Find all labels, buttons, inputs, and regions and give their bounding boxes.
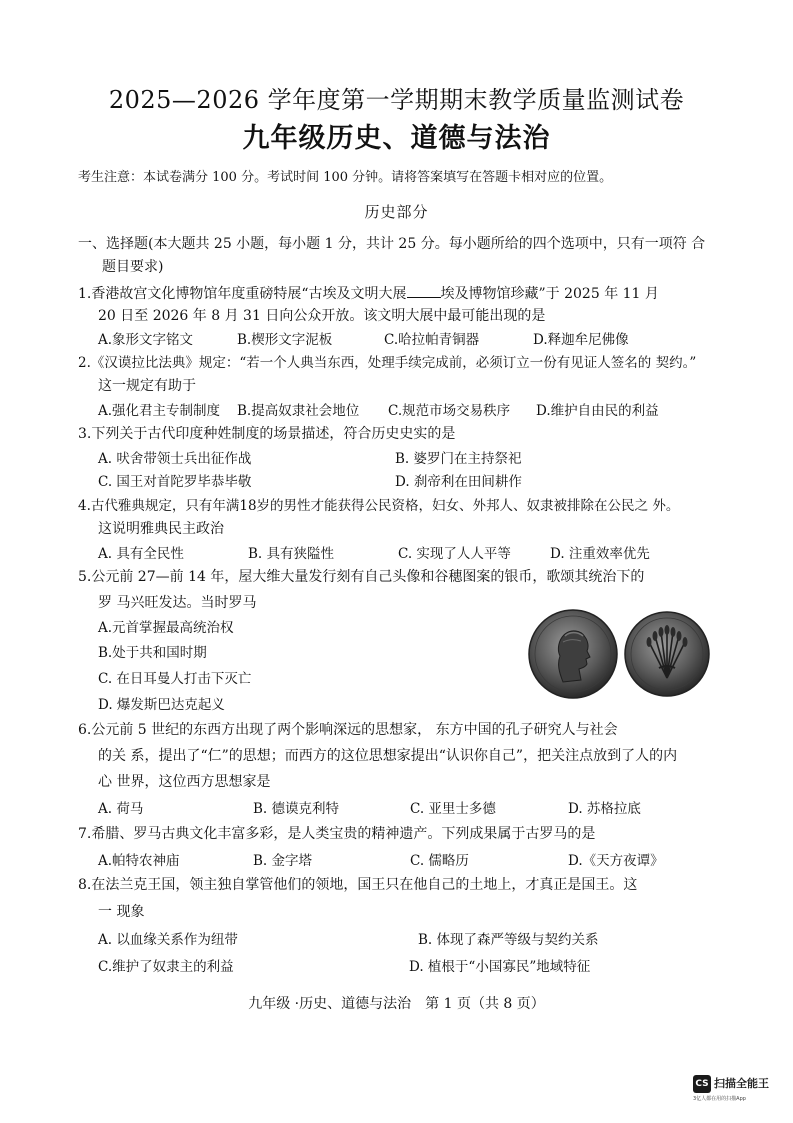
option-d: D.维护自由民的利益 <box>536 403 659 419</box>
option-b: B. 体现了森严等级与契约关系 <box>418 932 599 948</box>
option-d: D. 植根于“小国寡民”地域特征 <box>409 959 591 975</box>
question-6-line: 6.公元前 5 世纪的东西方出现了两个影响深远的思想家， 东方中国的孔子研究人与社会 <box>78 722 618 738</box>
option-c: C.哈拉帕青铜器 <box>384 332 480 348</box>
question-5-line: 5.公元前 27—前 14 年，屋大维大量发行刻有自己头像和谷穗图案的银币，歌颂其统治下的 <box>78 569 645 585</box>
question-5-line: 罗 马兴旺发达。当时罗马 <box>98 595 257 611</box>
option-a: A.帕特农神庙 <box>98 853 180 869</box>
exam-title: 2025—2026 学年度第一学期期末教学质量监测试卷 <box>108 86 685 114</box>
question-2-line: 2.《汉谟拉比法典》规定：“若一个人典当东西，处理手续完成前，必须订立一份有见证人签名的 契约。” <box>78 355 697 371</box>
option-c: C. 儒略历 <box>410 853 469 869</box>
option-c: C.维护了奴隶主的利益 <box>98 959 234 975</box>
option-d: D.《天方夜谭》 <box>568 853 664 869</box>
option-d: D. 苏格拉底 <box>568 801 641 817</box>
option-a: A.象形文字铭文 <box>98 332 194 348</box>
option-d: D. 爆发斯巴达克起义 <box>98 697 225 713</box>
section-title: 历史部分 <box>364 203 429 221</box>
option-b: B. 金字塔 <box>253 853 313 869</box>
option-d: D.释迦牟尼佛像 <box>533 332 629 348</box>
option-a: A. 荷马 <box>98 801 144 817</box>
question-4-line: 4.古代雅典规定，只有年满18岁的男性才能获得公民资格，妇女、外邦人、奴隶被排除在公民之 外。 <box>78 498 680 514</box>
option-d: D. 注重效率优先 <box>550 546 650 562</box>
option-c: C. 在日耳曼人打击下灭亡 <box>98 671 252 687</box>
fill-blank <box>407 296 441 298</box>
coin-obverse-image <box>529 610 617 698</box>
option-c: C. 国王对首陀罗毕恭毕敬 <box>98 474 252 490</box>
question-1-line: 20 日至 2026 年 8 月 31 日向公众开放。该文明大展中最可能出现的是 <box>98 308 546 324</box>
question-7-line: 7.希腊、罗马古典文化丰富多彩，是人类宝贵的精神遗产。下列成果属于古罗马的是 <box>78 826 596 842</box>
option-b: B. 婆罗门在主持祭祀 <box>395 451 522 467</box>
scanner-watermark <box>693 1075 769 1105</box>
option-a: A. 以血缘关系作为纽带 <box>98 932 238 948</box>
option-a: A. 吠舍带领士兵出征作战 <box>98 451 252 467</box>
option-c: C. 亚里士多德 <box>410 801 496 817</box>
question-6-line: 的关 系，提出了“仁”的思想；而西方的这位思想家提出“认识你自己”，把关注点放到了人的内 <box>98 748 678 764</box>
question-3-line: 3.下列关于古代印度种姓制度的场景描述，符合历史史实的是 <box>78 426 456 442</box>
exam-subtitle: 九年级历史、道德与法治 <box>242 123 551 154</box>
option-b: B. 德谟克利特 <box>253 801 340 817</box>
question-6-line: 心 世界，这位西方思想家是 <box>98 774 271 790</box>
part-instructions: 一、选择题(本大题共 25 小题，每小题 1 分，共计 25 分。每小题所给的四个选项中，只有一项符 合 <box>78 236 706 252</box>
option-b: B.楔形文字泥板 <box>237 332 333 348</box>
camscanner-logo-icon: CS <box>693 1075 711 1093</box>
question-8-line: 一 现象 <box>98 904 145 920</box>
question-8-line: 8.在法兰克王国，领主独自掌管他们的领地，国王只在他自己的土地上，才真正是国王。这 <box>78 877 638 893</box>
option-c: C. 实现了人人平等 <box>398 546 511 562</box>
roman-coins-image <box>527 606 711 702</box>
option-b: B.处于共和国时期 <box>98 645 207 661</box>
watermark-tagline: 3亿人都在用的扫描App <box>693 1096 746 1102</box>
option-c: C.规范市场交易秩序 <box>388 403 511 419</box>
option-b: B. 具有狭隘性 <box>248 546 335 562</box>
question-1-line: 1.香港故宫文化博物馆年度重磅特展“古埃及文明大展 埃及博物馆珍藏”于 2025 年 11 月 <box>78 286 659 302</box>
option-a: A.元首掌握最高统治权 <box>98 620 234 636</box>
candidate-notice: 考生注意：本试卷满分 100 分。考试时间 100 分钟。请将答案填写在答题卡相对应的位置。 <box>78 170 613 185</box>
watermark-brand: 扫描全能王 <box>714 1077 769 1090</box>
part-instructions-cont: 题目要求) <box>102 259 164 275</box>
option-a: A. 具有全民性 <box>98 546 184 562</box>
question-4-line: 这说明雅典民主政治 <box>98 521 224 537</box>
coin-reverse-image <box>625 612 709 696</box>
question-2-line: 这一规定有助于 <box>98 378 196 394</box>
option-d: D. 刹帝利在田间耕作 <box>395 474 522 490</box>
page-footer: 九年级 ·历史、道德与法治 第 1 页（共 8 页） <box>248 996 545 1012</box>
option-a: A.强化君主专制制度 <box>98 403 221 419</box>
option-b: B.提高奴隶社会地位 <box>237 403 360 419</box>
